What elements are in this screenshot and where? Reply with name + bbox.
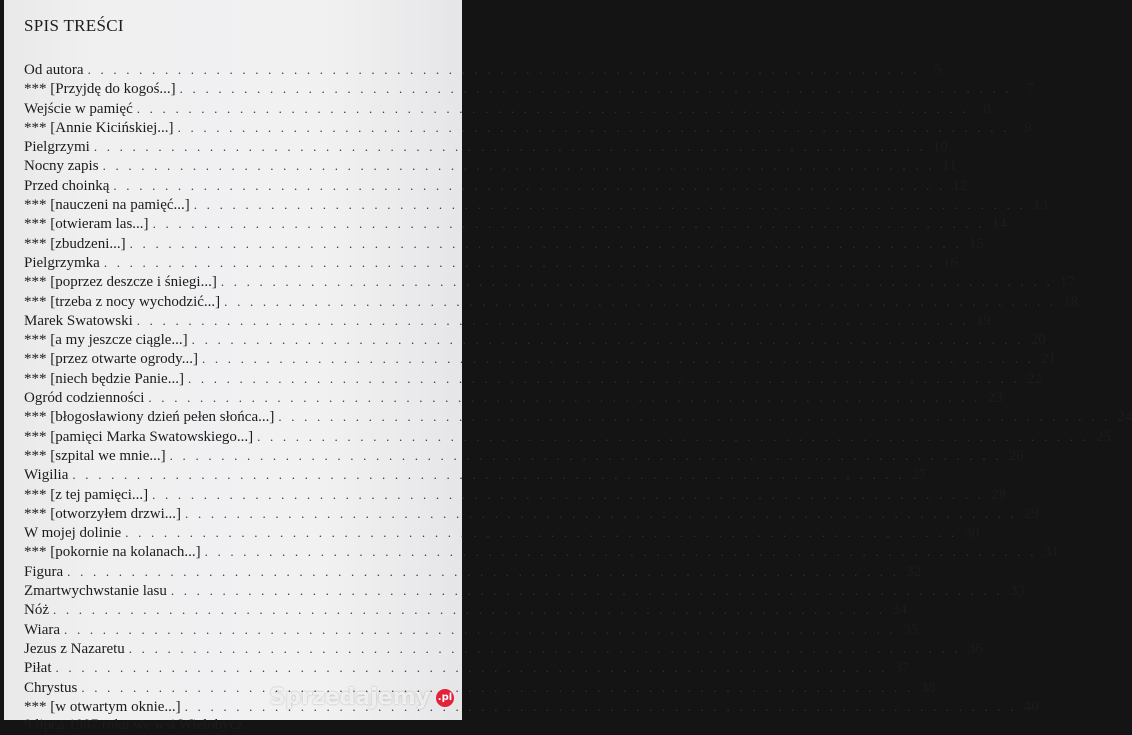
watermark bbox=[270, 685, 455, 710]
dot-leader bbox=[68, 465, 904, 484]
toc-entry-title: W mojej dolinie bbox=[24, 525, 122, 542]
toc-entry bbox=[24, 658, 910, 677]
dot-leader bbox=[133, 311, 969, 330]
toc-entry-title: *** [nauczeni na pamięć...] bbox=[24, 197, 190, 214]
dot-leader bbox=[184, 369, 1020, 388]
toc-entry bbox=[24, 523, 980, 542]
toc-entry-page: 11 bbox=[942, 158, 957, 175]
toc-entry bbox=[24, 407, 1132, 426]
toc-entry-page: 25 bbox=[1096, 428, 1112, 445]
toc-entry bbox=[24, 137, 948, 156]
toc-entry-title: Wejście w pamięć bbox=[24, 100, 133, 117]
dot-leader bbox=[190, 195, 1026, 214]
toc-entry bbox=[24, 504, 1040, 523]
toc-entry bbox=[24, 485, 1007, 504]
toc-entry-title: *** [pamięci Marka Swatowskiego...] bbox=[24, 428, 254, 445]
toc-entry-page: 14 bbox=[991, 216, 1007, 233]
toc-entry bbox=[24, 253, 958, 272]
dot-leader bbox=[121, 523, 957, 542]
dot-leader bbox=[52, 658, 888, 677]
dot-leader bbox=[188, 330, 1024, 349]
toc-entry bbox=[24, 79, 1034, 98]
dot-leader bbox=[148, 485, 984, 504]
toc-entry bbox=[24, 600, 908, 619]
toc-entry bbox=[24, 349, 1057, 368]
toc-entry-title: Piłat bbox=[24, 660, 52, 677]
dot-leader bbox=[220, 292, 1056, 311]
toc-entry-page: 24 bbox=[1117, 409, 1132, 426]
dot-leader bbox=[217, 272, 1053, 291]
toc-entry-title: Pielgrzymka bbox=[24, 254, 100, 271]
dot-leader bbox=[176, 79, 1012, 98]
toc-entry-page: 8 bbox=[983, 100, 991, 117]
dot-leader bbox=[166, 446, 1002, 465]
toc-entry-title: *** [błogosławiony dzień pełen słońca...] bbox=[24, 409, 275, 426]
toc-entry bbox=[24, 311, 991, 330]
toc-entry-title: Nóż bbox=[24, 602, 49, 619]
toc-entry bbox=[24, 446, 1024, 465]
toc-entry-title: *** [pokornie na kolanach...] bbox=[24, 544, 201, 561]
toc-entry-page: 22 bbox=[1027, 370, 1043, 387]
toc-entry-title: *** [a my jeszcze ciągle...] bbox=[24, 332, 188, 349]
toc-entry bbox=[24, 214, 1007, 233]
dot-leader bbox=[49, 600, 885, 619]
toc-entry-page: 13 bbox=[1032, 197, 1048, 214]
dot-leader bbox=[84, 60, 920, 79]
toc-entry-title: *** [trzeba z nocy wychodzić...] bbox=[24, 293, 221, 310]
toc-entry-page: 37 bbox=[894, 660, 910, 677]
toc-entry-page: 40 bbox=[1023, 698, 1039, 715]
toc-entry-title: Pielgrzymi bbox=[24, 139, 90, 156]
dot-leader bbox=[77, 678, 913, 697]
toc-entry-page: 29 bbox=[1024, 505, 1040, 522]
toc-entry-page: 21 bbox=[1041, 351, 1057, 368]
toc-entry-page: 16 bbox=[942, 254, 958, 271]
dot-leader bbox=[125, 639, 961, 658]
toc-entry bbox=[24, 234, 984, 253]
toc-entry-title: Nocny zapis bbox=[24, 158, 99, 175]
dot-leader bbox=[99, 156, 935, 175]
toc-entry-page: 7 bbox=[1026, 81, 1034, 98]
toc-entry-page: 31 bbox=[1043, 544, 1059, 561]
toc-entry-title: *** [z tej pamięci...] bbox=[24, 486, 149, 503]
toc-entry bbox=[24, 99, 991, 118]
dot-leader bbox=[60, 620, 896, 639]
toc-entry bbox=[24, 118, 1032, 137]
watermark-badge: .pl bbox=[436, 689, 454, 707]
toc-entry bbox=[24, 195, 1048, 214]
toc-entry-page: 5 bbox=[934, 62, 942, 78]
toc-entry-page: 33 bbox=[1009, 583, 1025, 600]
toc-entry bbox=[24, 369, 1043, 388]
toc-entry-page: 34 bbox=[892, 602, 908, 619]
toc-entry bbox=[24, 620, 919, 639]
toc-entry-page: 20 bbox=[1030, 332, 1046, 349]
watermark-text: Sprzedajemy bbox=[269, 685, 430, 710]
toc-entry-title: *** [poprzez deszcze i śniegi...] bbox=[24, 274, 217, 291]
toc-entry-title: Marek Swatowski bbox=[24, 312, 133, 329]
dot-leader bbox=[126, 234, 962, 253]
toc-entry-page: 10 bbox=[932, 139, 948, 156]
toc-entry-page: 27 bbox=[911, 467, 927, 484]
toc-entry-page: 17 bbox=[1059, 274, 1075, 291]
toc-entry bbox=[24, 465, 927, 484]
dot-leader bbox=[109, 176, 945, 195]
toc-entry-title: Od autora bbox=[24, 62, 84, 78]
toc-entry-page: 18 bbox=[1063, 293, 1079, 310]
dot-leader bbox=[174, 118, 1010, 137]
toc-entry bbox=[24, 542, 1059, 561]
dot-leader bbox=[274, 407, 1110, 426]
toc-entry-page: 19 bbox=[975, 312, 991, 329]
toc-entry bbox=[24, 427, 1112, 446]
toc-entry-title: Chrystus bbox=[24, 679, 78, 696]
toc-entry-title: Przed choinką bbox=[24, 177, 110, 194]
toc-entry-title: *** [zbudzeni...] bbox=[24, 235, 126, 252]
toc-entry-title: *** [otworzyłem drzwi...] bbox=[24, 505, 182, 522]
toc-entry bbox=[24, 292, 1079, 311]
dot-leader bbox=[198, 349, 1034, 368]
toc-entry-title: 9 lipca 1987 roku we wsi Wielobycz bbox=[24, 717, 244, 734]
toc-entry bbox=[24, 562, 922, 581]
toc-entry bbox=[24, 272, 1075, 291]
dot-leader bbox=[149, 214, 985, 233]
toc-entry bbox=[24, 176, 968, 195]
toc-entry-title: *** [otwieram las...] bbox=[24, 216, 149, 233]
toc-entry bbox=[24, 60, 942, 79]
toc-entry-title: *** [Annie Kicińskiej...] bbox=[24, 119, 174, 136]
toc-entry-page: 28 bbox=[991, 486, 1007, 503]
dot-leader bbox=[181, 504, 1017, 523]
toc-entry-title: *** [w otwartym oknie...] bbox=[24, 698, 181, 715]
toc-entry bbox=[24, 388, 1003, 407]
toc-entry-page: 30 bbox=[964, 525, 980, 542]
toc-entry-title: *** [niech będzie Panie...] bbox=[24, 370, 184, 387]
toc-entry bbox=[24, 330, 1046, 349]
dot-leader bbox=[133, 99, 969, 118]
page-title: SPIS TREŚCI bbox=[24, 16, 124, 35]
book-page bbox=[4, 0, 1132, 734]
toc-entry-page: 9 bbox=[1024, 119, 1032, 136]
toc-entry-title: *** [szpital we mnie...] bbox=[24, 447, 166, 464]
dot-leader bbox=[90, 137, 926, 156]
toc-entry-page: 35 bbox=[903, 621, 919, 638]
toc-entry-page: 15 bbox=[968, 235, 984, 252]
toc-entry-title: *** [przez otwarte ogrody...] bbox=[24, 351, 198, 368]
toc-entry bbox=[24, 716, 449, 735]
toc-entry-title: Figura bbox=[24, 563, 64, 580]
dot-leader bbox=[201, 542, 1037, 561]
dot-leader bbox=[144, 388, 980, 407]
toc-entry-title: Wiara bbox=[24, 621, 61, 638]
toc-entry-title: Wigilia bbox=[24, 467, 69, 484]
dot-leader bbox=[100, 253, 936, 272]
table-of-contents bbox=[24, 60, 1132, 735]
toc-entry bbox=[24, 156, 957, 175]
toc-entry-page: 38 bbox=[920, 679, 936, 696]
dot-leader bbox=[167, 581, 1003, 600]
toc-entry-page: 23 bbox=[987, 390, 1003, 407]
toc-entry-title: *** [Przyjdę do kogoś...] bbox=[24, 81, 176, 98]
toc-entry-page: 26 bbox=[1008, 447, 1024, 464]
toc-entry-title: Ogród codzienności bbox=[24, 390, 145, 407]
toc-entry-page: 36 bbox=[967, 640, 983, 657]
toc-entry-page: 32 bbox=[906, 563, 922, 580]
toc-entry bbox=[24, 581, 1025, 600]
toc-entry bbox=[24, 639, 983, 658]
toc-entry-title: Zmartwychwstanie lasu bbox=[24, 583, 167, 600]
dot-leader bbox=[63, 562, 899, 581]
toc-entry-page: 12 bbox=[952, 177, 968, 194]
toc-entry-title: Jezus z Nazaretu bbox=[24, 640, 125, 657]
dot-leader bbox=[253, 427, 1089, 446]
